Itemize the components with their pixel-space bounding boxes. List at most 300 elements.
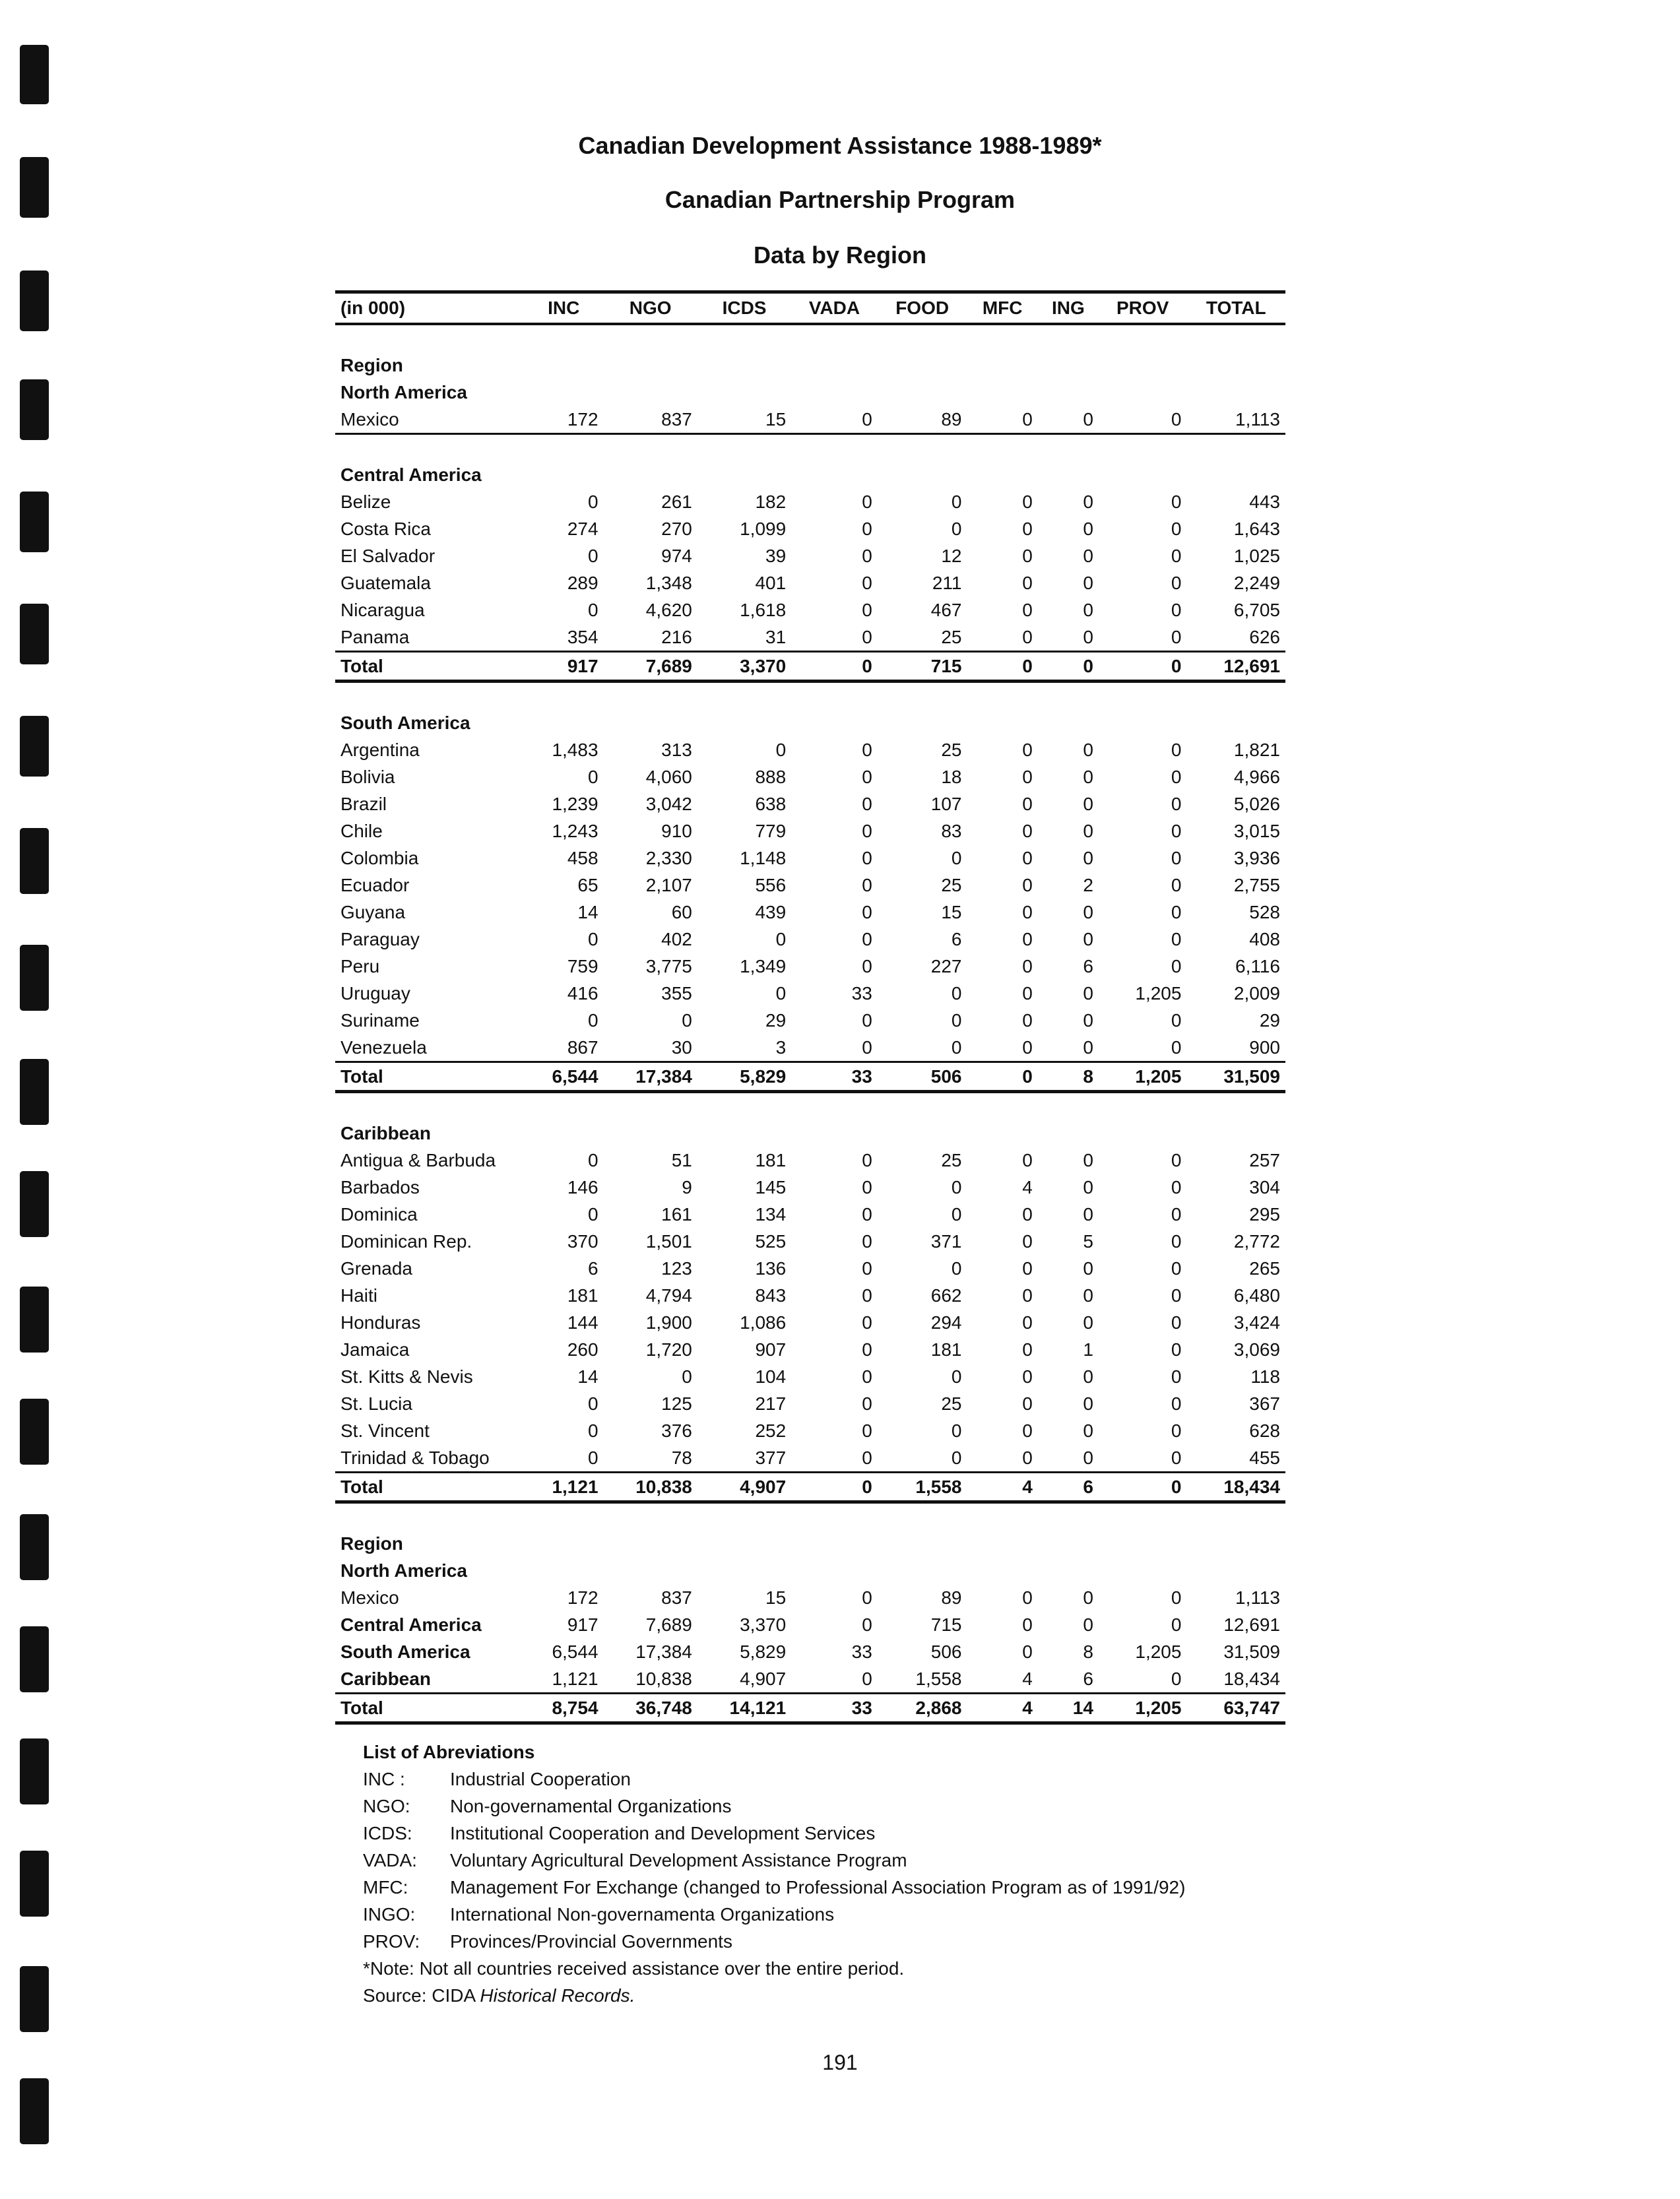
table-cell: 0 [862, 901, 872, 922]
table-row [335, 1336, 1285, 1363]
table-cell: 0 [862, 1230, 872, 1252]
summary-row [335, 1665, 1285, 1694]
row-label: Colombia [340, 847, 419, 868]
binder-hole [20, 492, 49, 552]
table-cell: 60 [671, 901, 692, 922]
row-label: Dominican Rep. [340, 1230, 472, 1252]
table-cell: 33 [791, 1062, 878, 1092]
column-header-units: (in 000) [335, 292, 524, 325]
section-header-row [335, 709, 1285, 736]
table-cell: 5,026 [1233, 793, 1280, 814]
table-cell: 181 [755, 1149, 787, 1170]
table-cell: 0 [862, 955, 872, 976]
column-header: PROV [1099, 292, 1187, 325]
table-cell: 3,042 [645, 793, 692, 814]
table-cell: 0 [1083, 766, 1093, 787]
table-cell: 0 [1022, 545, 1033, 566]
table-cell: 0 [951, 982, 962, 1004]
table-cell: 0 [1171, 1614, 1182, 1635]
spacer-row [335, 1502, 1285, 1531]
table-cell: 843 [755, 1285, 787, 1306]
table-cell: 402 [661, 928, 692, 949]
table-cell: 0 [1083, 928, 1093, 949]
table-cell: 274 [567, 518, 598, 539]
table-row [335, 623, 1285, 652]
table-cell: 0 [1022, 874, 1033, 895]
section-header-row-label: North America [340, 381, 467, 402]
column-header: NGO [604, 292, 697, 325]
table-cell: 506 [878, 1062, 967, 1092]
table-cell: 0 [587, 1009, 598, 1031]
table-cell: 227 [930, 955, 962, 976]
table-cell: 525 [755, 1230, 787, 1252]
table-cell: 0 [1083, 626, 1093, 647]
table-cell: 0 [1083, 491, 1093, 512]
table-cell: 104 [755, 1366, 787, 1387]
table-cell: 63,747 [1186, 1694, 1285, 1723]
table-cell: 377 [755, 1447, 787, 1468]
spacer-row [335, 682, 1285, 710]
table-cell: 0 [1022, 766, 1033, 787]
table-cell: 182 [755, 491, 787, 512]
table-cell: 376 [661, 1420, 692, 1441]
table-cell: 0 [587, 1203, 598, 1225]
table-cell: 161 [661, 1203, 692, 1225]
table-cell: 0 [862, 847, 872, 868]
table-cell: 467 [930, 599, 962, 620]
table-cell: 0 [862, 874, 872, 895]
table-cell: 0 [1171, 626, 1182, 647]
table-cell: 3 [775, 1036, 787, 1058]
table-cell: 181 [567, 1285, 598, 1306]
table-cell: 0 [1171, 1285, 1182, 1306]
table-row [335, 1444, 1285, 1473]
table-cell: 12,691 [1223, 1614, 1280, 1635]
table-cell: 0 [1083, 545, 1093, 566]
row-label: Brazil [340, 793, 387, 814]
table-cell: 0 [862, 1366, 872, 1387]
table-cell: 0 [951, 1036, 962, 1058]
binder-hole [20, 1399, 49, 1465]
binder-hole [20, 1287, 49, 1353]
table-cell: 0 [862, 545, 872, 566]
table-cell: 0 [1083, 518, 1093, 539]
table-cell: 134 [755, 1203, 787, 1225]
table-cell: 506 [930, 1641, 962, 1662]
table-cell: 136 [755, 1258, 787, 1279]
region-header-row-label: Region [340, 354, 403, 375]
table-row [335, 763, 1285, 790]
table-cell: 0 [682, 1366, 692, 1387]
abbreviation-key: INC : [363, 1769, 405, 1789]
table-cell: 31 [765, 626, 787, 647]
table-cell: 0 [775, 982, 787, 1004]
table-cell: 0 [862, 626, 872, 647]
abbreviation-value: International Non-governamenta Organizations [450, 1904, 835, 1925]
table-cell: 9 [682, 1176, 692, 1197]
row-label: Panama [340, 626, 410, 647]
summary-header-row [335, 1530, 1285, 1557]
row-label: Total [335, 1473, 524, 1502]
abbreviation-value: Provinces/Provincial Governments [450, 1931, 732, 1952]
table-cell: 0 [862, 1009, 872, 1031]
table-cell: 0 [862, 793, 872, 814]
column-header: TOTAL [1186, 292, 1285, 325]
table-cell: 1,501 [645, 1230, 692, 1252]
row-label: Antigua & Barbuda [340, 1149, 496, 1170]
table-cell: 0 [1171, 1149, 1182, 1170]
table-cell: 0 [587, 599, 598, 620]
binder-hole [20, 716, 49, 777]
table-cell: 18 [941, 766, 962, 787]
column-header: MFC [967, 292, 1037, 325]
binder-hole [20, 1626, 49, 1692]
table-cell: 0 [1171, 928, 1182, 949]
table-cell: 30 [671, 1036, 692, 1058]
table-cell: 10,838 [635, 1668, 692, 1689]
table-cell: 0 [1083, 1312, 1093, 1333]
table-cell: 355 [661, 982, 692, 1004]
table-cell: 3,370 [697, 652, 791, 682]
table-cell: 907 [755, 1339, 787, 1360]
abbreviation-item [363, 1766, 1185, 1793]
table-cell: 1,205 [1135, 1641, 1182, 1662]
table-cell: 6 [1083, 1668, 1093, 1689]
table-cell: 2 [1083, 874, 1093, 895]
table-cell: 0 [1022, 1149, 1033, 1170]
row-label: Grenada [340, 1258, 412, 1279]
table-row [335, 817, 1285, 845]
table-cell: 294 [930, 1312, 962, 1333]
table-cell: 458 [567, 847, 598, 868]
table-cell: 14 [577, 901, 598, 922]
table-cell: 1,720 [645, 1339, 692, 1360]
table-cell: 123 [661, 1258, 692, 1279]
table-row [335, 1282, 1285, 1309]
table-cell: 0 [1171, 901, 1182, 922]
table-cell: 837 [604, 406, 697, 434]
table-cell: 3,424 [1233, 1312, 1280, 1333]
table-cell: 528 [1249, 901, 1280, 922]
table-cell: 408 [1249, 928, 1280, 949]
table-cell: 0 [1171, 793, 1182, 814]
abbreviation-key: PROV: [363, 1931, 420, 1952]
table-cell: 1,558 [915, 1668, 962, 1689]
table-cell: 0 [862, 766, 872, 787]
abbreviation-key: ICDS: [363, 1823, 412, 1843]
table-cell: 0 [862, 491, 872, 512]
table-cell: 39 [765, 545, 787, 566]
row-label: St. Vincent [340, 1420, 430, 1441]
table-cell: 0 [862, 739, 872, 760]
table-cell: 0 [1171, 1230, 1182, 1252]
table-cell: 14 [1038, 1694, 1099, 1723]
table-cell: 7,689 [604, 652, 697, 682]
table-cell: 289 [567, 572, 598, 593]
table-cell: 4,907 [740, 1668, 787, 1689]
summary-header-row-label: Region [340, 1533, 403, 1554]
table-cell: 33 [851, 1641, 872, 1662]
table-cell: 83 [941, 820, 962, 841]
column-header: ING [1038, 292, 1099, 325]
table-cell: 0 [1171, 739, 1182, 760]
row-label: Mexico [335, 406, 524, 434]
row-label: Costa Rica [340, 518, 431, 539]
table-cell: 6 [951, 928, 962, 949]
total-row [335, 652, 1285, 682]
table-cell: 3,069 [1233, 1339, 1280, 1360]
table-cell: 0 [1022, 1366, 1033, 1387]
table-cell: 1,618 [740, 599, 787, 620]
table-cell: 0 [1022, 1339, 1033, 1360]
table-row [335, 953, 1285, 980]
table-row [335, 596, 1285, 623]
section-header-row [335, 461, 1285, 488]
table-cell: 626 [1249, 626, 1280, 647]
table-cell: 25 [941, 874, 962, 895]
table-cell: 0 [1022, 982, 1033, 1004]
column-header: INC [524, 292, 604, 325]
table-cell: 401 [755, 572, 787, 593]
table-row [335, 488, 1285, 515]
table-row [335, 736, 1285, 763]
table-cell: 15 [765, 1587, 787, 1608]
abbreviation-key: VADA: [363, 1850, 417, 1870]
table-cell: 12,691 [1186, 652, 1285, 682]
table-cell: 0 [1038, 406, 1099, 434]
row-label: Guatemala [340, 572, 431, 593]
abbreviation-value: Non-governamental Organizations [450, 1796, 732, 1816]
table-cell: 1,205 [1099, 1062, 1187, 1092]
table-cell: 3,015 [1233, 820, 1280, 841]
table-cell: 252 [755, 1420, 787, 1441]
table-cell: 0 [1171, 599, 1182, 620]
table-cell: 0 [862, 820, 872, 841]
table-cell: 118 [1250, 1366, 1280, 1387]
table-cell: 6,480 [1233, 1285, 1280, 1306]
source-prefix: Source: CIDA [363, 1985, 475, 2006]
abbreviation-item [363, 1820, 1185, 1847]
table-cell: 0 [1022, 1009, 1033, 1031]
table-cell: 0 [951, 1366, 962, 1387]
table-cell: 1,239 [552, 793, 598, 814]
table-cell: 1,025 [1233, 545, 1280, 566]
table-cell: 1,121 [552, 1668, 598, 1689]
table-cell: 0 [791, 652, 878, 682]
table-cell: 107 [930, 793, 962, 814]
table-cell: 6,544 [552, 1641, 598, 1662]
table-cell: 78 [671, 1447, 692, 1468]
table-cell: 416 [567, 982, 598, 1004]
table-cell: 295 [1249, 1203, 1280, 1225]
table-cell: 3,775 [645, 955, 692, 976]
table-cell: 15 [697, 406, 791, 434]
table-cell: 0 [862, 518, 872, 539]
region-header-row [335, 352, 1285, 379]
table-cell: 0 [862, 1149, 872, 1170]
table-cell: 0 [1022, 901, 1033, 922]
binder-hole [20, 1738, 49, 1804]
document-title: Canadian Development Assistance 1988-1989* [578, 132, 1102, 159]
table-cell: 715 [930, 1614, 962, 1635]
table-cell: 2,755 [1233, 874, 1280, 895]
section-subtitle: Data by Region [753, 241, 927, 269]
binder-hole [20, 828, 49, 894]
table-cell: 0 [587, 928, 598, 949]
table-cell: 4,907 [697, 1473, 791, 1502]
table-cell: 2,009 [1233, 982, 1280, 1004]
table-cell: 0 [951, 1009, 962, 1031]
table-cell: 0 [1083, 1614, 1093, 1635]
summary-row [335, 1638, 1285, 1665]
table-cell: 31,509 [1223, 1641, 1280, 1662]
table-row [335, 872, 1285, 899]
table-cell: 0 [1022, 1203, 1033, 1225]
table-cell: 0 [1083, 1587, 1093, 1608]
table-row [335, 845, 1285, 872]
table-cell: 0 [587, 545, 598, 566]
table-cell: 216 [661, 626, 692, 647]
row-label: Total [335, 1062, 524, 1092]
table-cell: 638 [755, 793, 787, 814]
table-row [335, 790, 1285, 817]
table-row [335, 569, 1285, 596]
row-label: South America [340, 1641, 470, 1662]
table-cell: 3,370 [740, 1614, 787, 1635]
table-cell: 304 [1249, 1176, 1280, 1197]
table-cell: 211 [932, 572, 962, 593]
table-cell: 172 [524, 406, 604, 434]
table-row [335, 1363, 1285, 1390]
table-cell: 25 [941, 1149, 962, 1170]
column-header: FOOD [878, 292, 967, 325]
table-cell: 4,794 [645, 1285, 692, 1306]
table-cell: 759 [567, 955, 598, 976]
table-row [335, 980, 1285, 1007]
table-cell: 0 [587, 1393, 598, 1414]
table-cell: 0 [1099, 652, 1187, 682]
table-cell: 0 [1083, 1009, 1093, 1031]
abbreviations-title: List of Abreviations [363, 1742, 535, 1762]
table-cell: 0 [587, 491, 598, 512]
table-cell: 29 [765, 1009, 787, 1031]
table-cell: 1,243 [552, 820, 598, 841]
abbreviations-list [363, 1742, 1185, 2009]
column-header: ICDS [697, 292, 791, 325]
table-cell: 0 [1038, 652, 1099, 682]
page-number: 191 [822, 2051, 858, 2074]
table-cell: 371 [930, 1230, 962, 1252]
summary-row [335, 1611, 1285, 1638]
table-cell: 18,434 [1186, 1473, 1285, 1502]
row-label: St. Kitts & Nevis [340, 1366, 473, 1387]
table-cell: 0 [1022, 1393, 1033, 1414]
table-cell: 0 [1171, 955, 1182, 976]
table-cell: 4 [967, 1694, 1037, 1723]
table-cell: 0 [862, 1176, 872, 1197]
table-cell: 5,829 [740, 1641, 787, 1662]
table-cell: 888 [755, 766, 787, 787]
table-row [335, 1309, 1285, 1336]
table-cell: 4,966 [1233, 766, 1280, 787]
table-cell: 8 [1038, 1062, 1099, 1092]
table-cell: 0 [862, 1393, 872, 1414]
table-cell: 5 [1083, 1230, 1093, 1252]
row-label: Chile [340, 820, 383, 841]
table-cell: 367 [1249, 1393, 1280, 1414]
table-cell: 1,558 [878, 1473, 967, 1502]
table-cell: 0 [1022, 1258, 1033, 1279]
table-cell: 31,509 [1186, 1062, 1285, 1092]
table-cell: 0 [1171, 1258, 1182, 1279]
table-cell: 0 [1171, 572, 1182, 593]
table-cell: 0 [1083, 1420, 1093, 1441]
table-cell: 1,205 [1099, 1694, 1187, 1723]
table-cell: 0 [1099, 1473, 1187, 1502]
table-row [335, 899, 1285, 926]
table-cell: 0 [1083, 901, 1093, 922]
table-cell: 2,330 [645, 847, 692, 868]
table-cell: 172 [567, 1587, 598, 1608]
table-cell: 15 [941, 901, 962, 922]
table-cell: 0 [1083, 793, 1093, 814]
row-label: Nicaragua [340, 599, 425, 620]
table-cell: 0 [1171, 1339, 1182, 1360]
table-cell: 837 [661, 1587, 692, 1608]
row-label: Suriname [340, 1009, 420, 1031]
binder-hole [20, 1171, 49, 1237]
table-cell: 0 [791, 406, 878, 434]
spacer-cell [335, 434, 1285, 462]
table-cell: 0 [862, 1036, 872, 1058]
table-cell: 33 [791, 1694, 878, 1723]
table-cell: 0 [862, 928, 872, 949]
table-cell: 0 [1083, 572, 1093, 593]
table-cell: 0 [1022, 793, 1033, 814]
table-cell: 1,148 [740, 847, 787, 868]
row-label: Total [335, 652, 524, 682]
table-cell: 0 [1083, 599, 1093, 620]
table-cell: 662 [930, 1285, 962, 1306]
table-cell: 917 [567, 1614, 598, 1635]
table-cell: 0 [1171, 1312, 1182, 1333]
table-cell: 0 [1022, 1420, 1033, 1441]
abbreviation-value: Management For Exchange (changed to Professional Association Program as of 1991/92) [450, 1877, 1186, 1897]
table-cell: 2,107 [645, 874, 692, 895]
table-cell: 4,060 [645, 766, 692, 787]
grand-total-row [335, 1694, 1285, 1723]
table-cell: 0 [1083, 739, 1093, 760]
section-header-row-label: Central America [340, 464, 482, 485]
table-row [335, 1228, 1285, 1255]
table-cell: 2,868 [878, 1694, 967, 1723]
table-cell: 0 [967, 406, 1037, 434]
column-header: VADA [791, 292, 878, 325]
spacer-cell [335, 682, 1285, 710]
summary-row [335, 1584, 1285, 1611]
table-cell: 0 [1022, 1036, 1033, 1058]
table-cell: 33 [851, 982, 872, 1004]
spacer-row [335, 324, 1285, 352]
row-label: Belize [340, 491, 391, 512]
table-cell: 0 [1022, 572, 1033, 593]
table-cell: 0 [1171, 545, 1182, 566]
table-cell: 0 [951, 1420, 962, 1441]
table-cell: 1,483 [552, 739, 598, 760]
table-cell: 0 [951, 1203, 962, 1225]
table-cell: 0 [862, 1203, 872, 1225]
row-label: Uruguay [340, 982, 410, 1004]
